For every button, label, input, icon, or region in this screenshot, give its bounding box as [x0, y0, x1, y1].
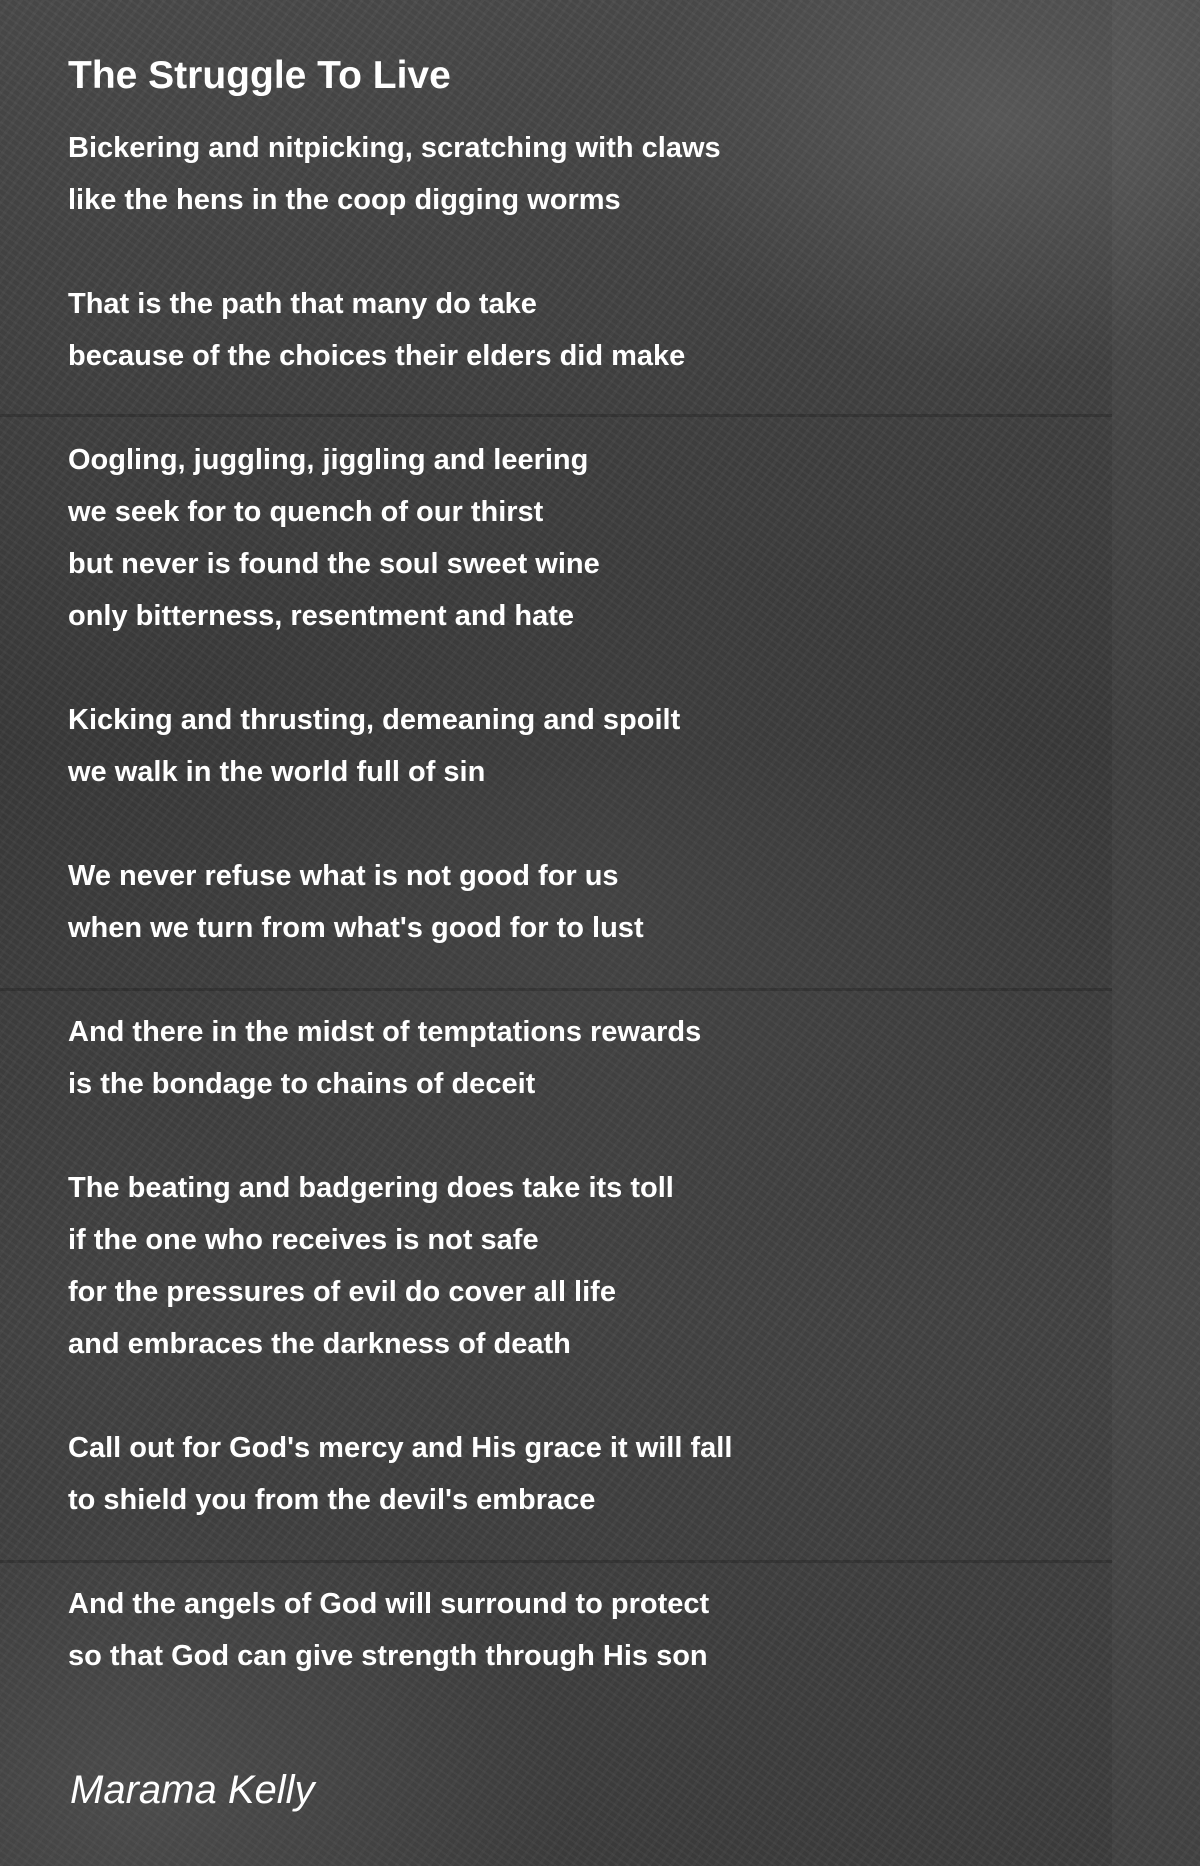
poem-stanza — [68, 278, 1108, 382]
poem-title: The Struggle To Live — [68, 54, 451, 97]
poem-stanza — [68, 1006, 1108, 1110]
poem-line: That is the path that many do take — [68, 288, 537, 320]
poem-stanza — [68, 850, 1108, 954]
poem-line: Call out for God's mercy and His grace it will fall — [68, 1432, 733, 1464]
poem-stanza — [68, 1422, 1108, 1526]
poem-line: if the one who receives is not safe — [68, 1224, 539, 1256]
poem-line: when we turn from what's good for to lust — [68, 912, 644, 944]
poem-line: is the bondage to chains of deceit — [68, 1068, 536, 1100]
poem-line: And there in the midst of temptations rewards — [68, 1016, 702, 1048]
poem-stanza — [68, 1578, 1108, 1682]
poem-line: but never is found the soul sweet wine — [68, 548, 600, 580]
poem-line: we seek for to quench of our thirst — [68, 496, 544, 528]
poem-line: to shield you from the devil's embrace — [68, 1484, 596, 1516]
poem-card — [68, 44, 1108, 1682]
poem-line: And the angels of God will surround to protect — [68, 1588, 710, 1620]
poem-line: The beating and badgering does take its toll — [68, 1172, 674, 1204]
poem-line: because of the choices their elders did make — [68, 340, 686, 372]
poem-line: Oogling, juggling, jiggling and leering — [68, 444, 589, 476]
poem-line: so that God can give strength through His son — [68, 1640, 708, 1672]
poem-stanza — [68, 434, 1108, 642]
poem-stanza — [68, 1162, 1108, 1370]
poem-line: Kicking and thrusting, demeaning and spoilt — [68, 704, 681, 736]
poem-line: Bickering and nitpicking, scratching with claws — [68, 132, 721, 164]
background-panel-edge — [1112, 0, 1200, 1866]
poem-line: and embraces the darkness of death — [68, 1328, 571, 1360]
poem-stanza — [68, 694, 1108, 798]
poem-line: only bitterness, resentment and hate — [68, 600, 575, 632]
poem-line: like the hens in the coop digging worms — [68, 184, 621, 216]
poem-body — [68, 122, 1108, 1682]
poem-line: for the pressures of evil do cover all life — [68, 1276, 616, 1308]
poem-line: we walk in the world full of sin — [68, 756, 486, 788]
poem-line: We never refuse what is not good for us — [68, 860, 619, 892]
poem-author: Marama Kelly — [70, 1768, 315, 1812]
poem-stanza — [68, 122, 1108, 226]
